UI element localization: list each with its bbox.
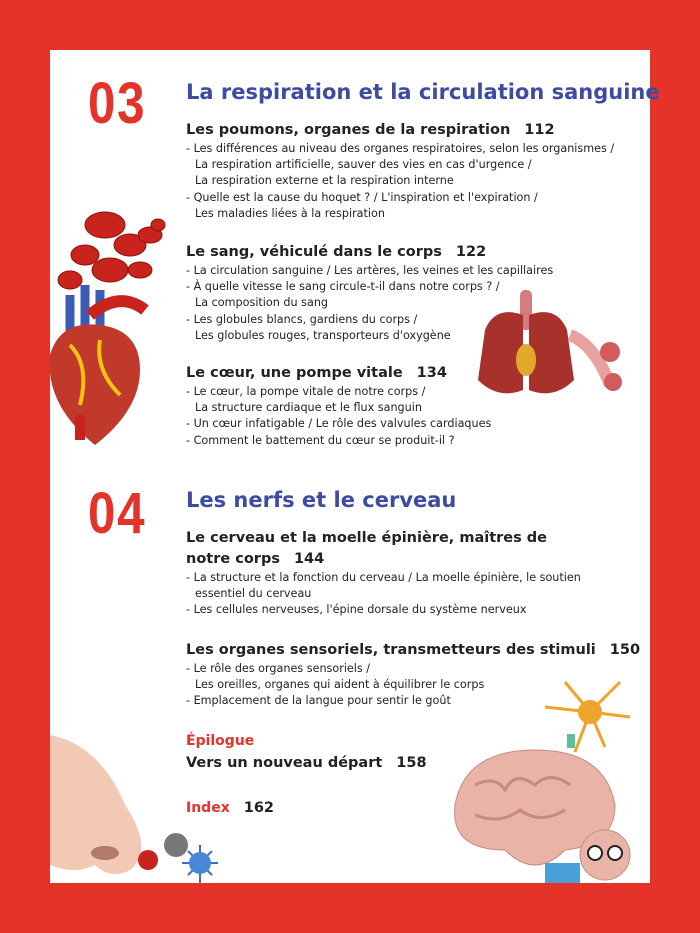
toc-item: Les maladies liées à la respiration [195, 206, 385, 220]
toc-item: - Le cœur, la pompe vitale de notre corps / [186, 385, 426, 398]
toc-section [186, 120, 614, 222]
toc-item: La respiration externe et la respiration interne [195, 174, 454, 188]
toc-section [186, 363, 491, 449]
toc-item: Les globules rouges, transporteurs d'oxygène [195, 328, 451, 342]
brain-illustration [445, 745, 645, 883]
index-entry [186, 798, 274, 819]
page-number[interactable]: 144 [293, 551, 325, 567]
page-number[interactable]: 162 [243, 800, 275, 816]
heart-illustration [30, 275, 150, 445]
toc-item: - Les cellules nerveuses, l'épine dorsale du système nerveux [186, 603, 527, 617]
toc-item: Les oreilles, organes qui aident à équilibrer le corps [195, 678, 485, 692]
chapter-title: Les nerfs et le cerveau [186, 488, 457, 512]
toc-item: essentiel du cerveau [195, 587, 312, 601]
toc-item: - À quelle vitesse le sang circule-t-il dans notre corps ? / [186, 280, 500, 294]
page-number[interactable]: 158 [396, 755, 427, 771]
toc-section [186, 528, 581, 619]
section-title: Le cerveau et la moelle épinière, maîtres de [186, 530, 548, 546]
toc-item: - La circulation sanguine / Les artères, les veines et les capillaires [186, 264, 554, 277]
section-title-cont: notre corps [186, 551, 280, 567]
epilogue [186, 733, 427, 774]
toc-item: La composition du sang [195, 296, 329, 310]
chapter-number: 04 [88, 481, 147, 546]
page-number[interactable]: 134 [416, 365, 447, 381]
page-number[interactable]: 150 [609, 642, 641, 658]
toc-item: - Les différences au niveau des organes respiratoires, selon les organismes / [186, 142, 615, 155]
toc-item: - Les globules blancs, gardiens du corps / [186, 312, 418, 326]
page-number[interactable]: 112 [524, 122, 555, 138]
chapter-title: La respiration et la circulation sanguine [186, 80, 660, 104]
section-title: Les poumons, organes de la respiration [186, 122, 511, 138]
toc-item: La respiration artificielle, sauver des vies en cas d'urgence / [195, 158, 532, 172]
virus-illustration [128, 825, 228, 885]
toc-item: - Emplacement de la langue pour sentir le goût [186, 694, 451, 708]
toc-item: - Le rôle des organes sensoriels / [186, 662, 371, 675]
toc-item: - Quelle est la cause du hoquet ? / L'inspiration et l'expiration / [186, 190, 538, 204]
toc-item: La structure cardiaque et le flux sanguin [195, 401, 422, 415]
toc-item: - Un cœur infatigable / Le rôle des valvules cardiaques [186, 417, 492, 431]
section-title: Les organes sensoriels, transmetteurs des stimuli [186, 642, 596, 658]
epilogue-label: Épilogue [186, 733, 255, 749]
section-title: Le sang, véhiculé dans le corps [186, 244, 442, 260]
toc-item: - Comment le battement du cœur se produit-il ? [186, 433, 455, 447]
chapter-number: 03 [88, 71, 147, 136]
lungs-illustration [475, 290, 635, 400]
section-title: Le cœur, une pompe vitale [186, 365, 403, 381]
index-label: Index [186, 800, 230, 816]
page-number[interactable]: 122 [455, 244, 487, 260]
epilogue-title: Vers un nouveau départ [186, 755, 383, 771]
toc-item: - La structure et la fonction du cerveau / La moelle épinière, le soutien [186, 571, 581, 584]
